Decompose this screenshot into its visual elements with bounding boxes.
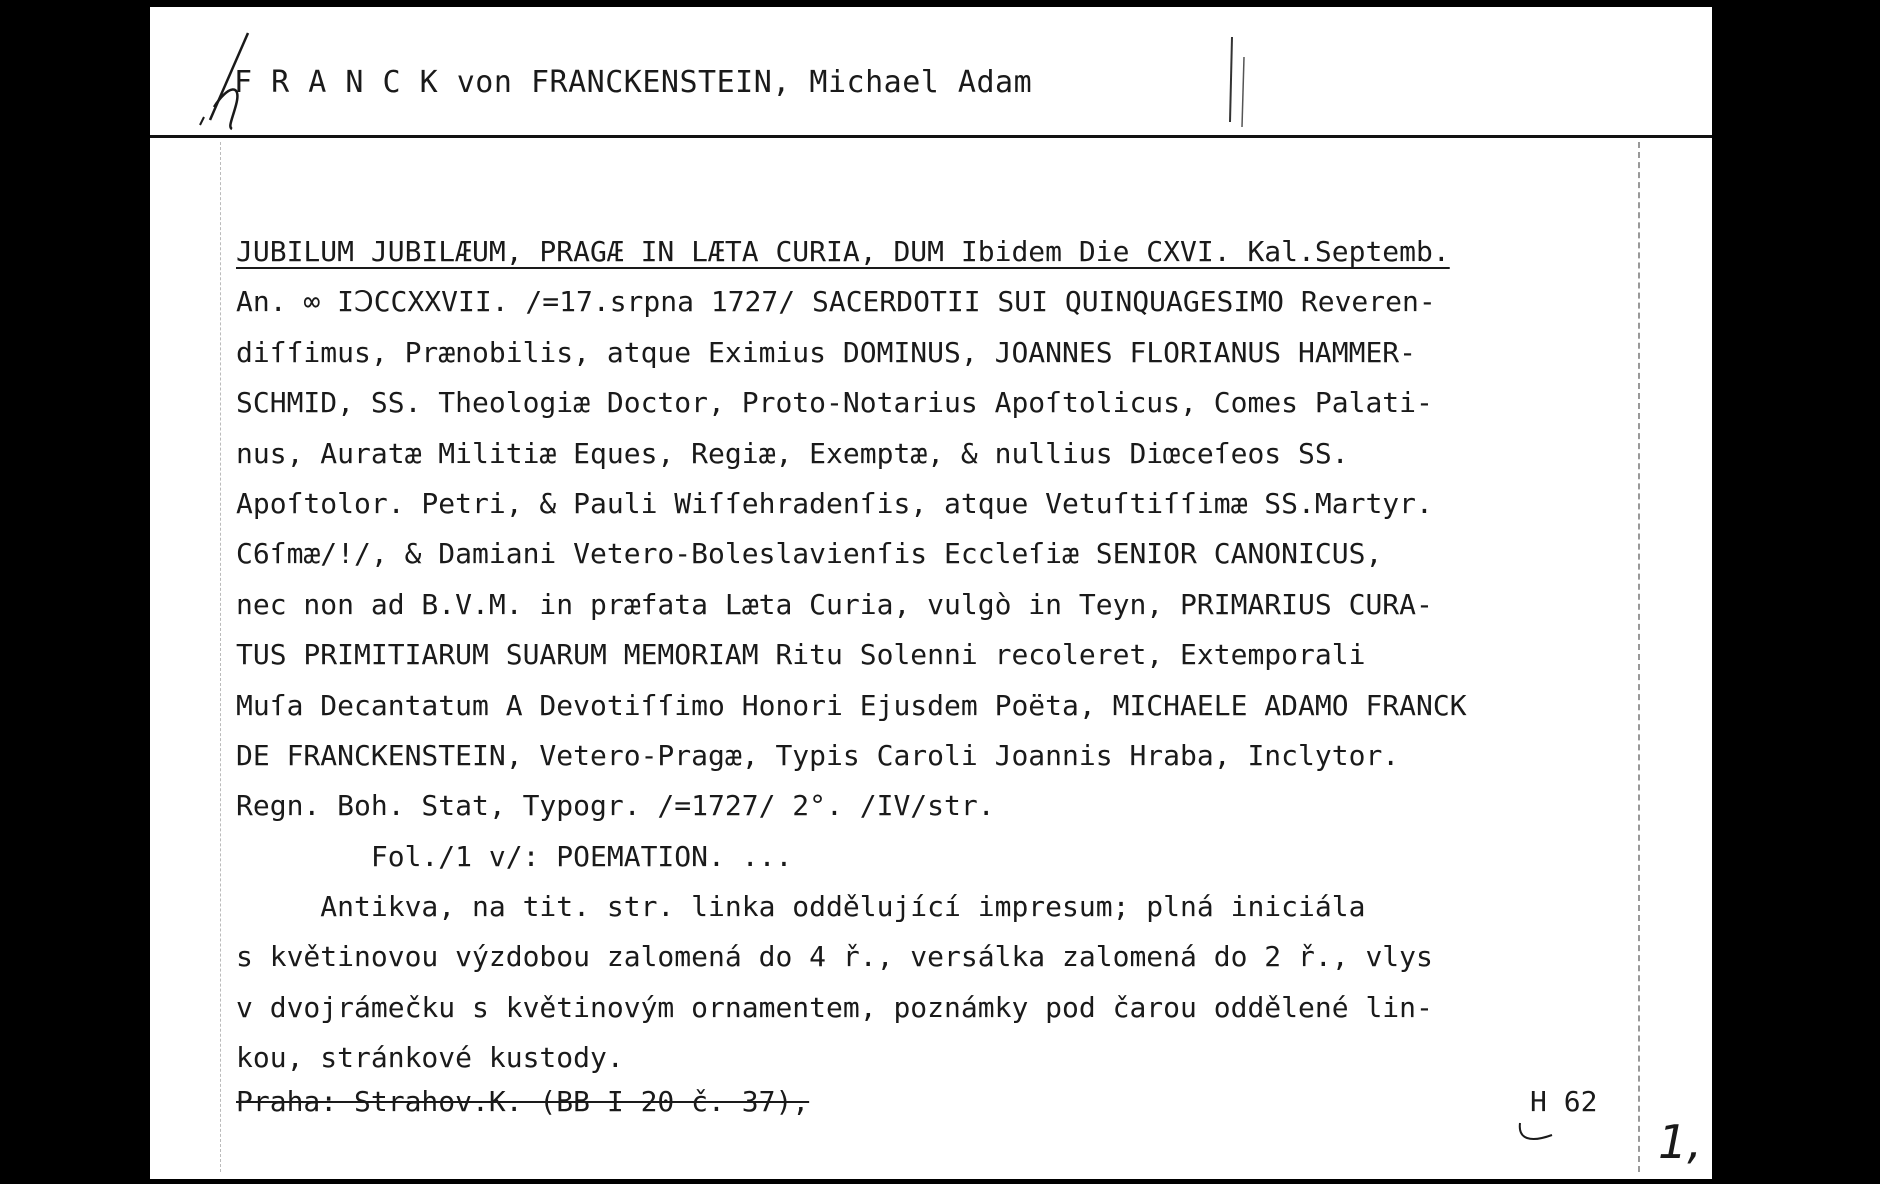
entry-line: nec non ad B.V.M. in præfata Læta Curia, vulgò in Teyn, PRIMARIUS CURA- — [236, 587, 1433, 621]
entry-line: nus, Auratæ Militiæ Eques, Regiæ, Exemptæ, & nullius Diœceſeos SS. — [236, 436, 1349, 470]
card-title: F R A N C K von FRANCKENSTEIN, Michael Adam — [234, 65, 1033, 100]
shelf-signature: H 62 — [1530, 1085, 1598, 1118]
entry-line-0: JUBILUM JUBILÆUM, PRAGÆ IN LÆTA CURIA, DUM Ibidem Die CXVI. Kal.Septemb. — [236, 235, 1450, 268]
entry-line: Regn. Boh. Stat, Typogr. /=1727/ 2°. /IV/str. — [236, 789, 995, 823]
pencil-stroke-icon — [1222, 27, 1252, 127]
entry-line: Muſa Decantatum A Devotiſſimo Honori Ejusdem Poëta, MICHAELE ADAMO FRANCK — [236, 688, 1467, 722]
entry-line: Apoſtolor. Petri, & Pauli Wiſſehradenſis, atque Vetuſtiſſimæ SS.Martyr. — [236, 486, 1433, 520]
entry-line — [236, 227, 1636, 277]
entry-text — [236, 227, 1636, 1084]
catalog-card — [150, 7, 1712, 1179]
check-mark-icon — [1516, 1117, 1556, 1147]
holding-location — [236, 1085, 809, 1118]
card-header — [150, 7, 1712, 138]
left-margin-line — [220, 142, 221, 1172]
page-number: 1, — [1658, 1115, 1702, 1169]
entry-line: kou, stránkové kustody. — [236, 1041, 624, 1075]
entry-line: TUS PRIMITIARUM SUARUM MEMORIAM Ritu Solenni recoleret, Extemporali — [236, 638, 1366, 672]
entry-line: C6ſmæ/!/, & Damiani Vetero-Boleslavienſis Eccleſiæ SENIOR CANONICUS, — [236, 537, 1383, 571]
entry-line: DE FRANCKENSTEIN, Vetero-Pragæ, Typis Caroli Joannis Hraba, Inclytor. — [236, 738, 1400, 772]
entry-line: SCHMID, SS. Theologiæ Doctor, Proto-Notarius Apoſtolicus, Comes Palati- — [236, 386, 1433, 420]
entry-line: diſſimus, Prænobilis, atque Eximius DOMINUS, JOANNES FLORIANUS HAMMER- — [236, 335, 1417, 369]
entry-line: v dvojrámečku s květinovým ornamentem, poznámky pod čarou oddělené lin- — [236, 990, 1433, 1024]
entry-line: s květinovou výzdobou zalomená do 4 ř., versálka zalomená do 2 ř., vlys — [236, 940, 1433, 974]
holding-location-text: Praha: Strahov.K. (BB I 20 č. 37), — [236, 1085, 810, 1118]
entry-line: An. ∞ IↃCCXXVII. /=17.srpna 1727/ SACERDOTII SUI QUINQUAGESIMO Reveren- — [236, 285, 1436, 319]
right-margin-line — [1638, 142, 1640, 1172]
entry-line: Antikva, na tit. str. linka oddělující impresum; plná iniciála — [236, 890, 1366, 924]
entry-line: Fol./1 v/: POEMATION. ... — [236, 839, 793, 873]
